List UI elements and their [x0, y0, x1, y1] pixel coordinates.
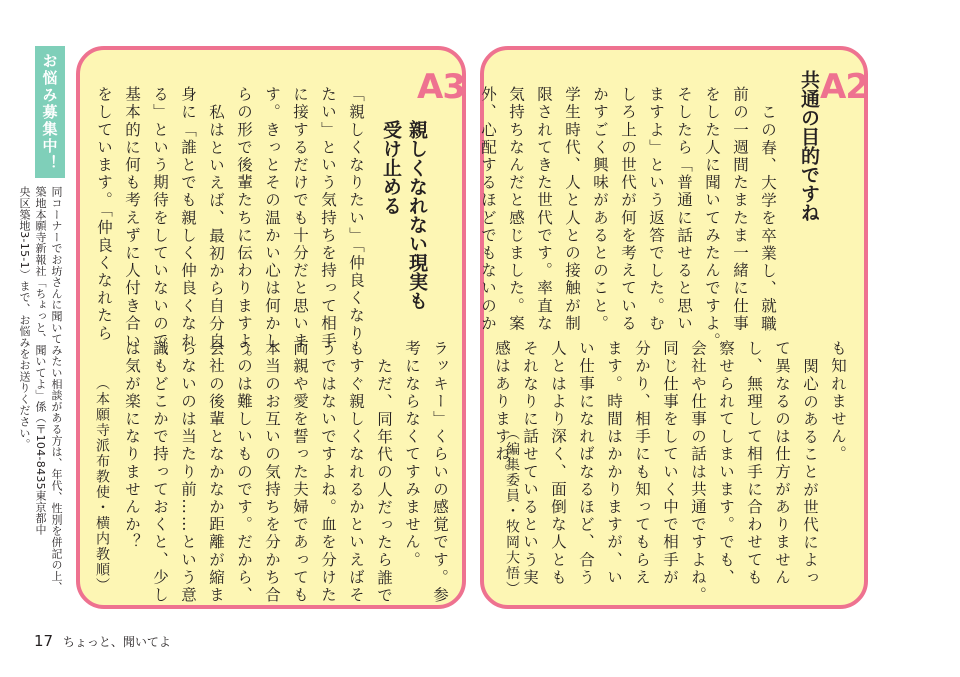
- recruit-tag: [35, 46, 65, 178]
- body-column: 人とはより深く、面倒な人とも: [549, 340, 567, 587]
- answer-signature: （本願寺派布教使・横内教順）: [94, 376, 110, 593]
- recruit-line: 築地本願寺新報社「ちょっと、聞いてよ」係（〒104-8435東京都中: [34, 186, 47, 536]
- body-column: 私はといえば、最初から自分自: [207, 104, 225, 351]
- answer-panel-a2: [480, 46, 868, 609]
- body-column: 識もどこかで持っておくと、少し: [151, 340, 169, 604]
- body-column: そしたら「普通に話せると思い: [675, 86, 693, 333]
- body-column: す。きっとその温かい心は何かし: [263, 86, 281, 350]
- body-column: もすぐ親しくなれるかといえばそ: [347, 340, 365, 604]
- body-column: 考にならなくてすみません。: [403, 340, 421, 569]
- answer-label: A2: [820, 67, 868, 107]
- body-column: らの形で後輩たちに伝わりますよ。: [235, 86, 253, 368]
- body-column: 関心のあることが世代によっ: [801, 358, 819, 587]
- body-column: 外、心配するほどでもないのか: [479, 86, 497, 333]
- page-number: 17: [34, 632, 54, 650]
- answer-heading: [378, 120, 430, 310]
- body-column: い仕事になればなるほど、合う: [577, 340, 595, 587]
- body-column: 同じ仕事をしていく中で相手が: [661, 340, 679, 587]
- answer-heading: 共通の目的ですね: [798, 70, 820, 222]
- body-column: 前の一週間たまたま一緒に仕事: [731, 86, 749, 333]
- body-column: この春、大学を卒業し、就職: [759, 104, 777, 333]
- body-column: 基本的に何も考えずに人付き合い: [123, 86, 141, 350]
- recruit-line: 央区築地3-15-1）まで、お悩みをお送りください。: [18, 186, 31, 450]
- body-column: も知れません。: [829, 340, 847, 464]
- body-column: 本当のお互いの気持ちを分かち合: [263, 340, 281, 604]
- body-column: 限されてきた世代です。率直な: [535, 86, 553, 333]
- body-column: ただ、同年代の人だったら誰で: [375, 358, 393, 605]
- body-column: たい」という気持ちを持って相手: [319, 86, 337, 350]
- recruit-tag-label: お悩み募集中！: [40, 52, 59, 172]
- body-column: は気が楽になりませんか？: [123, 340, 141, 552]
- page-title: ちょっと、聞いてよ: [62, 635, 171, 649]
- body-column: しろ上の世代が何を考えている: [619, 86, 637, 333]
- body-column: らないのは当たり前……という意: [179, 340, 197, 604]
- body-column: に接するだけでも十分だと思いま: [291, 86, 309, 350]
- answer-panel-a3: [76, 46, 466, 609]
- body-column: 感はありますね。: [493, 340, 511, 481]
- answer-label: A3: [417, 67, 465, 107]
- recruit-line: 同コーナーでお坊さんに聞いてみたい相談がある方は、年代、性別を併記の上、: [50, 186, 63, 593]
- body-column: それなりに話せているという実: [521, 340, 539, 587]
- heading-line: 親しくなれない現実も: [406, 120, 428, 310]
- body-column: 「親しくなりたい」「仲良くなり: [347, 86, 365, 343]
- body-column: うのは難しいものです。だから、: [235, 340, 253, 604]
- body-column: ラッキー」くらいの感覚です。参: [431, 340, 449, 604]
- body-column: 気持ちなんだと感じました。案: [507, 86, 525, 333]
- page-footer: [34, 632, 171, 650]
- body-column: ますよ」という返答でした。む: [647, 86, 665, 333]
- body-column: る」という期待をしていないので、: [151, 86, 169, 368]
- body-column: 分かり、相手にも知ってもらえ: [633, 340, 651, 587]
- recruit-notice: [16, 186, 64, 593]
- body-column: 察せられてしまいます。でも、: [717, 340, 735, 587]
- body-column: をした人に聞いてみたんですよ。: [703, 86, 721, 350]
- answer-signature: （編集委員・牧岡大悟）: [504, 426, 520, 597]
- body-column: し、無理して相手に合わせても: [745, 340, 763, 587]
- body-column: うではないですよね。血を分けた: [319, 340, 337, 604]
- body-column: 身に「誰とでも親しく仲良くなれ: [179, 86, 197, 350]
- body-column: 両親や愛を誓った夫婦であっても: [291, 340, 309, 604]
- body-column: 会社や仕事の話は共通ですよね。: [689, 340, 707, 604]
- body-column: て異なるのは仕方がありません: [773, 340, 791, 587]
- heading-line: 受け止める: [380, 120, 402, 215]
- body-column: 会社の後輩となかなか距離が縮ま: [207, 340, 225, 604]
- body-column: をしています。「仲良くなれたら: [95, 86, 113, 343]
- body-column: 学生時代、人と人との接触が制: [563, 86, 581, 333]
- body-column: かすごく興味があるとのこと。: [591, 86, 609, 333]
- body-column: ます。時間はかかりますが、い: [605, 340, 623, 587]
